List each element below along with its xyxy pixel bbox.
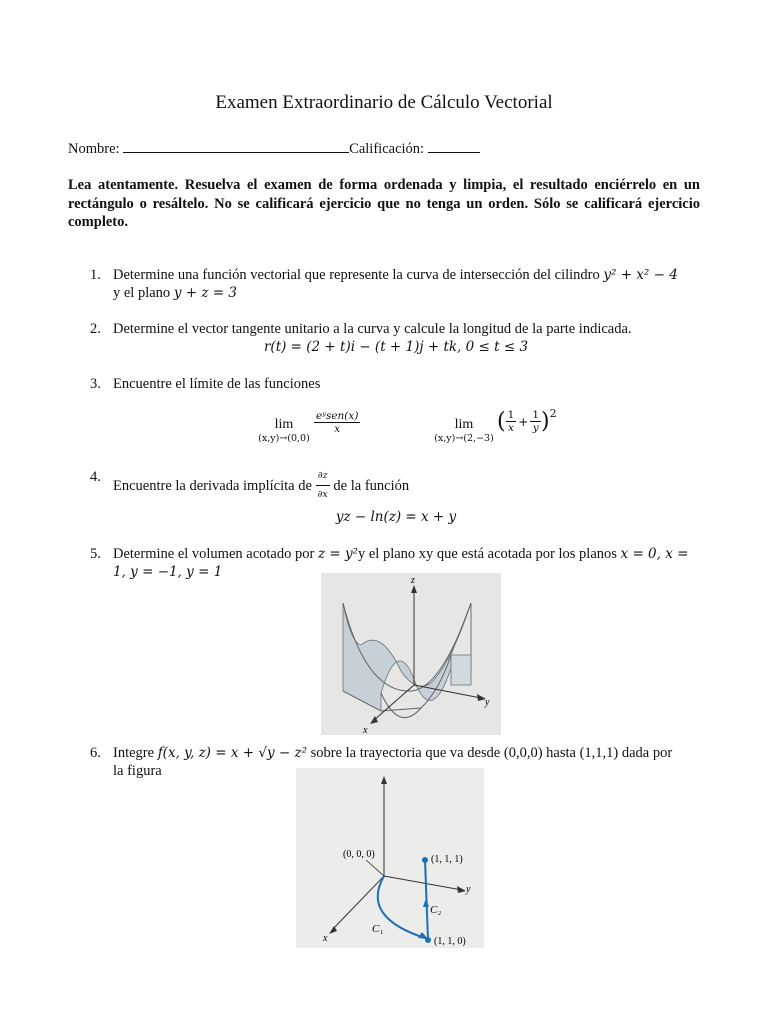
problem-5-math-b: x = 0, x =	[620, 546, 689, 562]
problem-1-math-b: y + z = 3	[173, 285, 237, 301]
x-arrow	[329, 926, 337, 934]
right-paren: )	[541, 409, 550, 434]
frac-1-den: x	[507, 422, 514, 434]
x-label: x	[363, 725, 368, 735]
problem-2-text: Determine el vector tangente unitario a la curva y calcule la longitud de la parte indicada.	[113, 321, 632, 337]
partial-num: ∂z	[316, 467, 330, 486]
limit-1-denominator: x	[334, 423, 341, 435]
problem-3	[90, 375, 702, 395]
problem-4-text	[113, 468, 700, 505]
limit-1-word: lim	[274, 417, 294, 432]
problem-6-figure	[296, 768, 484, 948]
curve-c1	[378, 876, 428, 939]
y-label: y	[485, 697, 490, 708]
problem-2	[90, 320, 702, 340]
problem-5-text-b: y el plano xy que está acotada por los planos	[358, 546, 621, 562]
limit-2-frac-1	[506, 409, 517, 434]
point-110-label: (1, 1, 0)	[434, 936, 466, 947]
problem-number: 5.	[90, 546, 101, 562]
plus-sign: +	[518, 414, 529, 429]
x-label: x	[323, 933, 328, 944]
problem-1-text-a: Determine una función vectorial que represente la curva de intersección del cilindro	[113, 267, 604, 283]
problem-1-text-b: y el plano	[113, 285, 174, 301]
problem-text	[113, 266, 700, 302]
problem-4-text-b: de la función	[329, 477, 410, 494]
right-wall	[451, 655, 471, 685]
problem-6-math-a: f(x, y, z) = x + √y − z²	[157, 745, 307, 761]
nombre-blank	[123, 140, 349, 153]
calificacion-blank	[428, 140, 480, 153]
calificacion-label: Calificación:	[349, 141, 425, 157]
point-111-label: (1, 1, 1)	[431, 854, 463, 865]
problem-6-text-b: sobre la trayectoria que va desde (0,0,0) hasta (1,1,1) dada por	[307, 745, 673, 761]
frac-1-num: 1	[507, 409, 515, 421]
problem-5-math-c: 1, y = −1, y = 1	[113, 564, 223, 580]
z-arrow	[411, 585, 417, 593]
limit-1-numerator: eʸsen(x)	[316, 410, 359, 422]
limit-1-sub: (x,y)→(0,0)	[258, 433, 310, 444]
limit-1-operator	[255, 417, 313, 444]
point-111	[422, 857, 428, 863]
instructions: Lea atentamente. Resuelva el examen de forma ordenada y limpia, el resultado enciérrelo en un rectángulo o resáltelo. No se calificará ejercicio que no tenga un orden. Sólo se calificará ejercicio completo.	[68, 177, 700, 230]
partial-den: ∂x	[317, 489, 328, 500]
problem-5-math-a: z = y²	[317, 546, 358, 562]
student-info-line	[68, 140, 480, 158]
limit-1-fraction	[314, 410, 360, 435]
problem-4	[90, 468, 702, 500]
frac-2-den: y	[532, 422, 539, 434]
problem-6-text-c: la figura	[113, 763, 162, 779]
limit-2-frac-2	[530, 409, 541, 434]
exam-title: Examen Extraordinario de Cálculo Vectorial	[215, 92, 553, 113]
limit-2-sub: (x,y)→(2,−3)	[434, 433, 494, 444]
nombre-label: Nombre:	[68, 141, 120, 157]
problem-number: 6.	[90, 745, 101, 761]
problem-6-text-a: Integre	[113, 745, 158, 761]
left-paren: (	[497, 409, 506, 434]
partial-fraction	[316, 467, 330, 504]
limit-2-word: lim	[454, 417, 474, 432]
problem-number: 2.	[90, 321, 101, 337]
problem-1	[90, 266, 702, 306]
point-110	[425, 937, 431, 943]
y-label: y	[466, 884, 471, 895]
z-arrow	[381, 776, 387, 784]
problem-number: 1.	[90, 267, 101, 283]
c2-arrow	[423, 898, 429, 907]
problem-4-text-a: Encuentre la derivada implícita de	[113, 477, 316, 494]
origin-label: (0, 0, 0)	[343, 849, 375, 860]
limit-2-operator	[432, 417, 496, 444]
problem-5-figure	[321, 573, 501, 735]
problem-3-text: Encuentre el límite de las funciones	[113, 376, 321, 392]
parabolic-cylinder-figure	[321, 573, 501, 735]
limit-2-power: 2	[549, 407, 557, 420]
c1-label: C₁	[372, 923, 384, 935]
problem-number: 4.	[90, 469, 101, 485]
path-figure	[296, 768, 484, 948]
problem-4-equation: yz − ln(z) = x + y	[335, 509, 457, 525]
x-axis	[332, 876, 384, 930]
problem-2-equation: r(t) = (2 + t)i − (t + 1)j + tk, 0 ≤ t ≤ 3	[263, 339, 529, 355]
frac-2-num: 1	[532, 409, 540, 421]
problem-1-math-a: y² + x² − 4	[603, 267, 678, 283]
z-label: z	[411, 575, 415, 586]
origin-leader	[366, 860, 384, 876]
problem-5-text-a: Determine el volumen acotado por	[113, 546, 318, 562]
c2-label: C₂	[430, 904, 442, 916]
limit-2-expression	[497, 409, 557, 434]
y-axis	[384, 876, 462, 890]
y-arrow	[457, 886, 466, 893]
problem-number: 3.	[90, 376, 101, 392]
